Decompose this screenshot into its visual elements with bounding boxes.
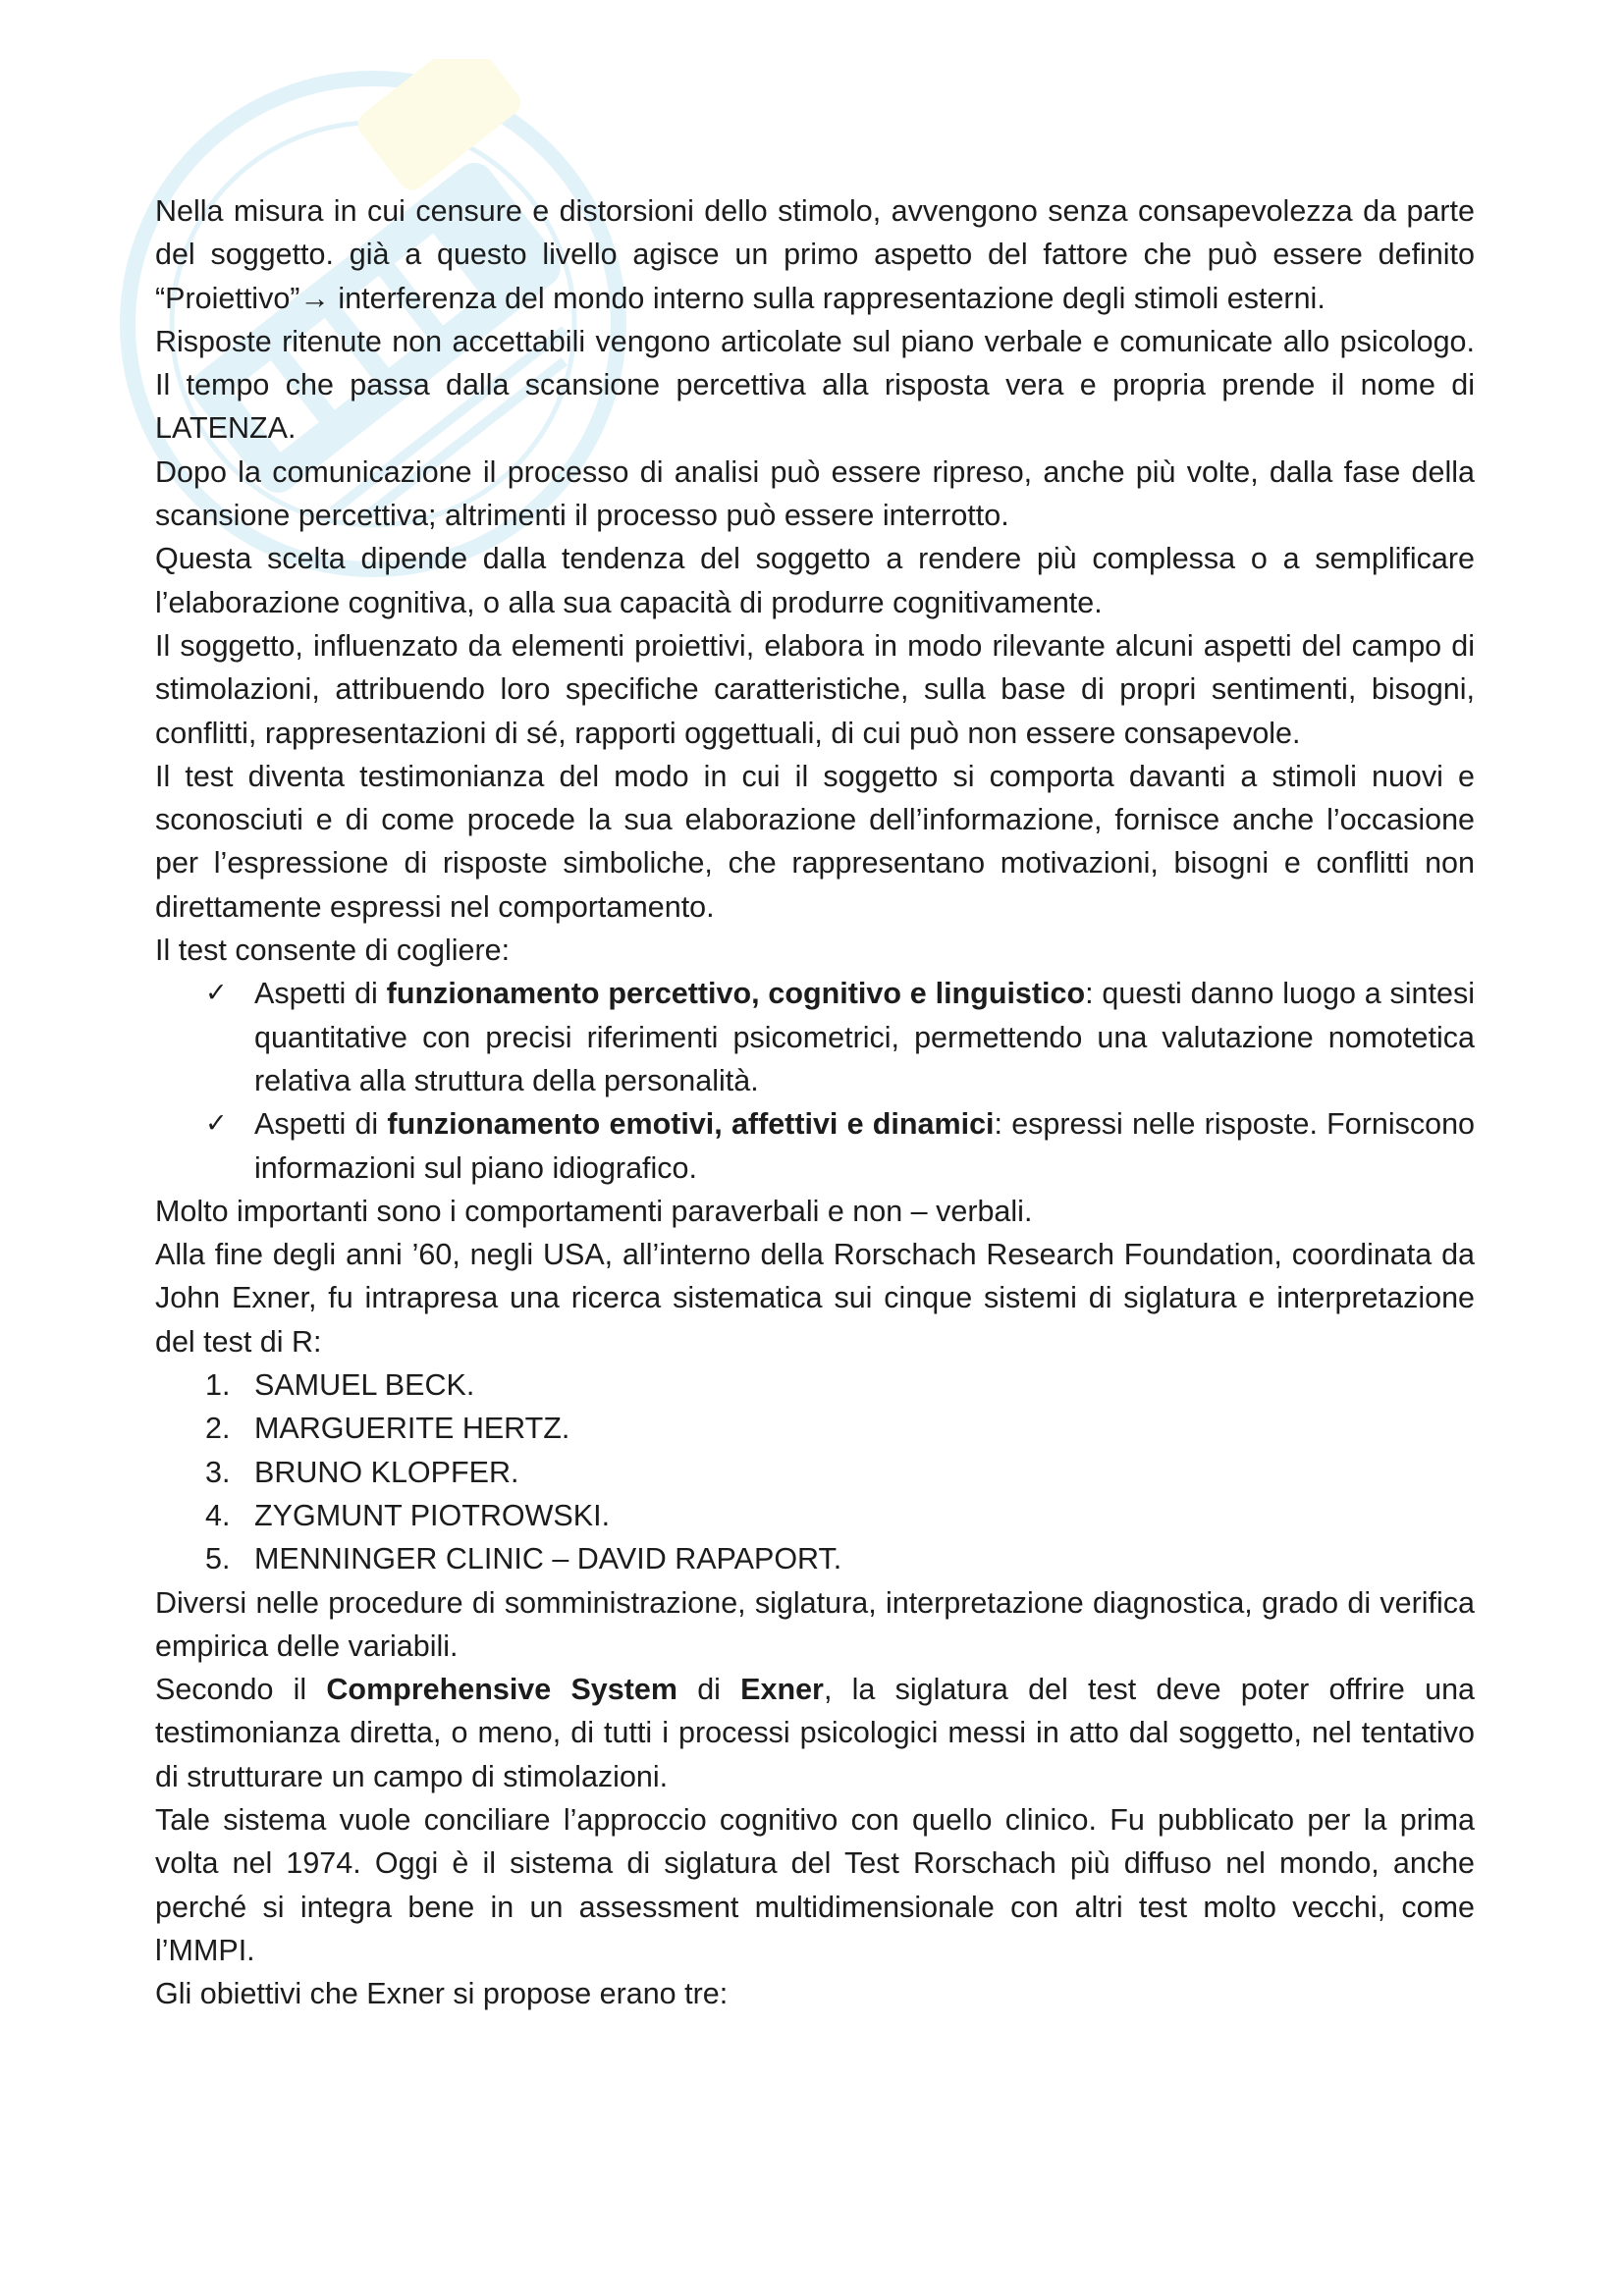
paragraph-text: , la siglatura del test deve poter offrire una testimonianza diretta, o meno, di tutti i processi psicologici messi in atto dal soggetto, nel tentativo di strutturare un campo di stimolazioni. (155, 1673, 1476, 1793)
paragraph: Dopo la comunicazione il processo di analisi può essere ripreso, anche più volte, dalla fase della scansione percettiva; altrimenti il processo può essere interrotto. (155, 454, 1475, 533)
arrow-icon: → (299, 281, 330, 315)
list-item-text: Aspetti di (254, 1107, 388, 1142)
paragraph: Risposte ritenute non accettabili vengono articolate sul piano verbale e comunicate allo psicologo. Il tempo che passa dalla scansione percettiva alla risposta vera e propria prende il nome di LATENZA. (155, 324, 1475, 446)
list-number: 2. (205, 1412, 231, 1446)
numbered-list (155, 1363, 1475, 1580)
paragraph: Tale sistema vuole conciliare l’approccio cognitivo con quello clinico. Fu pubblicato per la prima volta nel 1974. Oggi è il sistema di siglatura del Test Rorschach più diffuso nel mondo, anche perché si integra bene in un assessment multidimensionale con altri test molto vecchi, come l’MMPI. (155, 1802, 1475, 1967)
list-item (205, 1363, 1475, 1407)
paragraph: Il soggetto, influenzato da elementi proiettivi, elabora in modo rilevante alcuni aspetti del campo di stimolazioni, attribuendo loro specifiche caratteristiche, sulla base di propri sentimenti, bisogni, conflitti, rappresentazioni di sé, rapporti oggettuali, di cui può non essere consapevole. (155, 628, 1475, 750)
list-item (205, 1407, 1475, 1450)
list-item-text: : questi danno luogo a sintesi quantitative con precisi riferimenti psicometrici, permettendo una valutazione nomotetica relativa alla struttura della personalità. (254, 977, 1475, 1097)
paragraph: Il test consente di cogliere: (155, 934, 511, 968)
list-item (205, 1537, 1475, 1580)
list-item-bold: funzionamento emotivi, affettivi e dinamici (387, 1107, 995, 1142)
document-page (155, 189, 1475, 2015)
paragraph (155, 189, 1475, 320)
list-number: 3. (205, 1455, 231, 1489)
list-item-text: ZYGMUNT PIOTROWSKI. (254, 1498, 611, 1532)
paragraph: Alla fine degli anni ’60, negli USA, all’interno della Rorschach Research Foundation, coordinata da John Exner, fu intrapresa una ricerca sistematica sui cinque sistemi di siglatura e interpretazione del test di R: (155, 1238, 1475, 1359)
list-item-text: MARGUERITE HERTZ. (254, 1412, 570, 1446)
paragraph: Diversi nelle procedure di somministrazione, siglatura, interpretazione diagnostica, grado di verifica empirica delle variabili. (155, 1585, 1475, 1663)
list-item (205, 1451, 1475, 1494)
checkmark-icon: ✓ (205, 978, 228, 1009)
paragraph-text: Nella misura in cui censure e distorsioni dello stimolo, avvengono senza consapevolezza da parte del soggetto. già a questo livello agisce un primo aspetto del fattore che può essere definito “Proiettivo” (155, 194, 1475, 315)
paragraph: Molto importanti sono i comportamenti paraverbali e non – verbali. (155, 1194, 1033, 1228)
paragraph-text: Secondo il (155, 1673, 327, 1707)
paragraph: Gli obiettivi che Exner si propose erano tre: (155, 1977, 729, 2011)
paragraph-bold: Comprehensive System (326, 1673, 677, 1707)
paragraph-text: interferenza del mondo interno sulla rappresentazione degli stimoli esterni. (329, 281, 1325, 315)
list-item (205, 972, 1475, 1102)
list-item (205, 1102, 1476, 1190)
list-item-text: SAMUEL BECK. (254, 1368, 475, 1403)
list-number: 5. (205, 1542, 231, 1576)
paragraph: Il test diventa testimonianza del modo in cui il soggetto si comporta davanti a stimoli nuovi e sconosciuti e di come procede la sua elaborazione dell’informazione, fornisce anche l’occasione per l’espressione di risposte simboliche, che rappresentano motivazioni, bisogni e conflitti non direttamente espressi nel comportamento. (155, 759, 1475, 924)
paragraph (155, 1668, 1475, 1798)
paragraph-text: di (676, 1673, 741, 1707)
list-number: 4. (205, 1498, 231, 1532)
list-item-bold: funzionamento percettivo, cognitivo e linguistico (386, 977, 1086, 1011)
paragraph-bold: Exner (740, 1673, 824, 1707)
paragraph: Questa scelta dipende dalla tendenza del soggetto a rendere più complessa o a semplificare l’elaborazione cognitiva, o alla sua capacità di produrre cognitivamente. (155, 542, 1475, 619)
list-item (205, 1494, 1475, 1537)
list-item-text: BRUNO KLOPFER. (254, 1455, 519, 1489)
list-item-text: MENNINGER CLINIC – DAVID RAPAPORT. (254, 1542, 842, 1576)
checkmark-icon: ✓ (205, 1108, 228, 1140)
list-item-text: : espressi nelle risposte. Forniscono informazioni sul piano idiografico. (254, 1107, 1476, 1185)
checklist (155, 972, 1475, 1189)
list-number: 1. (205, 1368, 231, 1403)
list-item-text: Aspetti di (254, 977, 387, 1011)
